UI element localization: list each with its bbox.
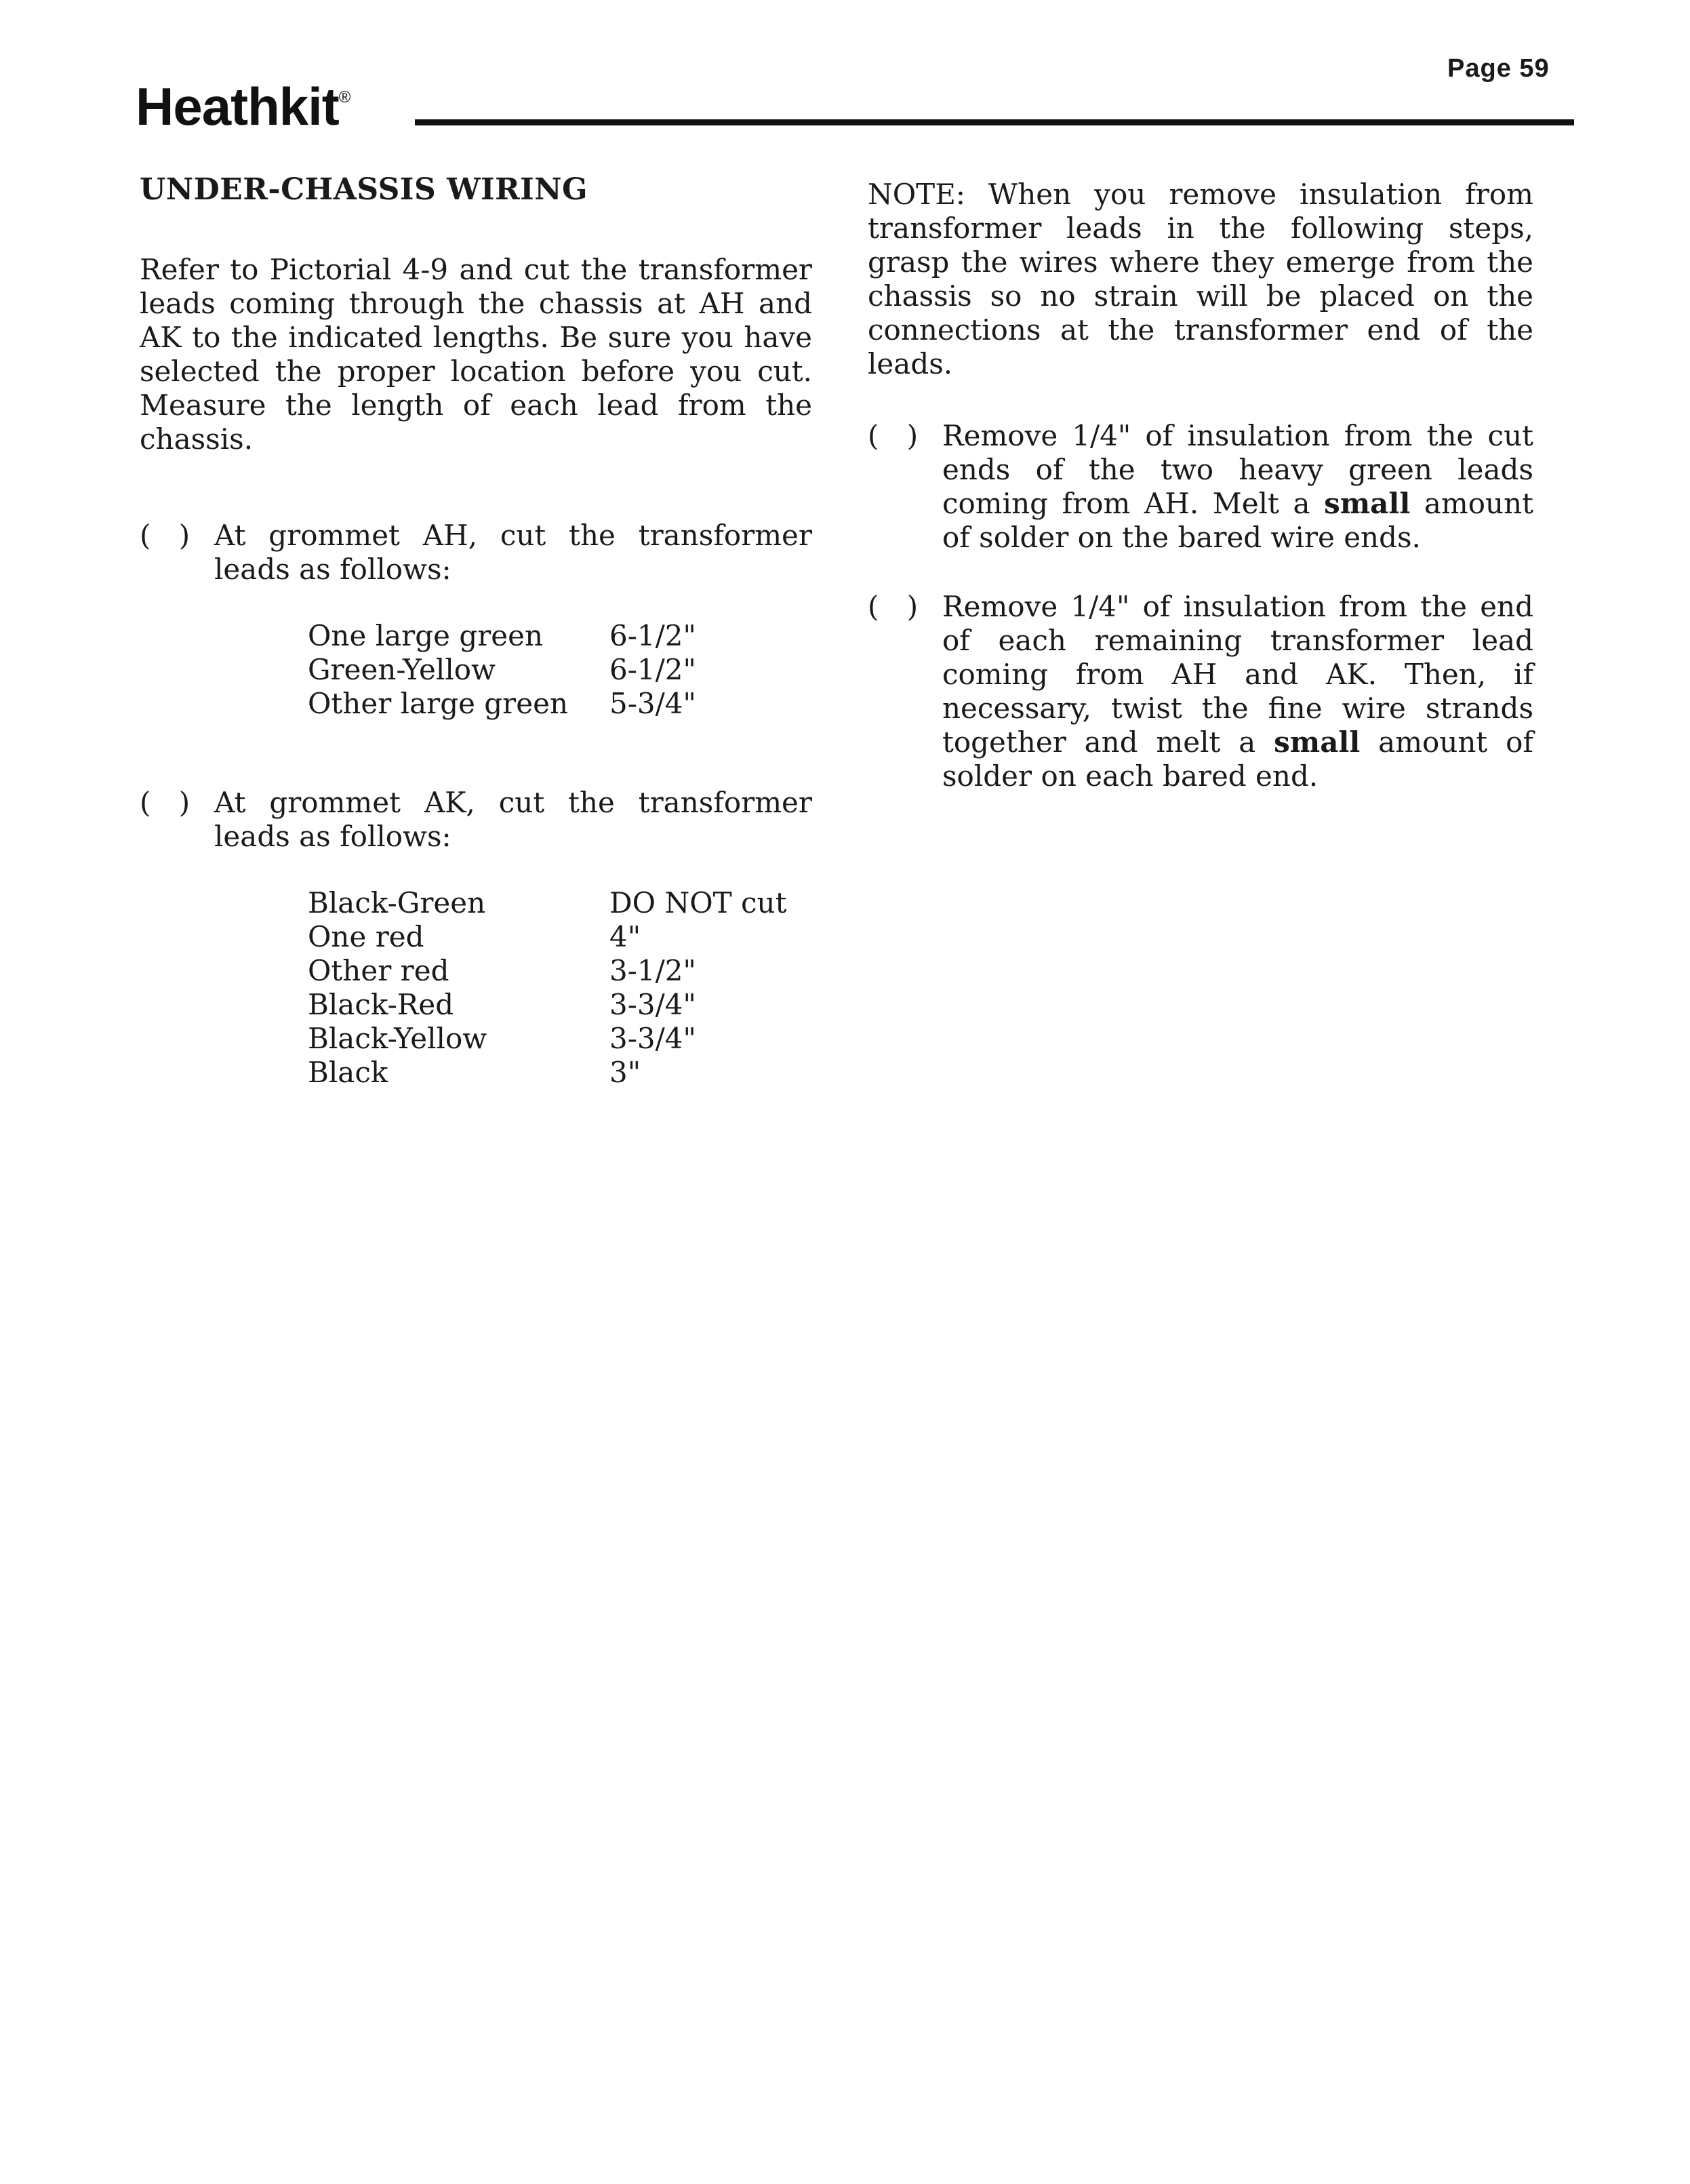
lead-length: 6-1/2" (609, 653, 696, 686)
emphasis-small: small (1274, 726, 1361, 759)
table-row (308, 920, 786, 954)
step-text-before: Remove 1/4" of insulation from the end of each remaining transformer lead coming from AH and AK. Then, if necessary, twist the fine wire strands together and melt a (942, 590, 1533, 759)
registered-mark: ® (338, 88, 350, 106)
step-checkbox[interactable]: ( ) (868, 419, 928, 452)
step-text: At grommet AH, cut the transformer leads as follows: (214, 519, 812, 586)
step-checkbox[interactable]: ( ) (140, 519, 200, 552)
right-column (868, 178, 1533, 793)
step-checkbox[interactable]: ( ) (868, 590, 928, 623)
step-text-after: amount of solder on each bared end. (942, 726, 1533, 793)
header-rule (415, 119, 1574, 125)
table-row (308, 619, 696, 653)
lead-color: Other red (308, 954, 449, 987)
lead-table-ak (308, 886, 786, 1090)
lead-color: Black-Yellow (308, 1022, 487, 1055)
table-row (308, 1056, 786, 1090)
table-row (308, 954, 786, 988)
lead-color: Black-Green (308, 886, 486, 919)
table-row (308, 653, 696, 687)
intro-paragraph: Refer to Pictorial 4-9 and cut the transformer leads coming through the chassis at AH and AK to the indicated lengths. Be sure you have selected the proper location before you cut. Measure the length of each lead from the chassis. (140, 253, 812, 456)
step-text (942, 590, 1533, 793)
table-row (308, 988, 786, 1022)
lead-length: 3-3/4" (609, 1022, 696, 1055)
note-paragraph: NOTE: When you remove insulation from transformer leads in the following steps, grasp the wires where they emerge from the chassis so no strain will be placed on the connections at the transformer end of the leads. (868, 178, 1533, 380)
step-checkbox[interactable]: ( ) (140, 786, 200, 819)
lead-length: 5-3/4" (609, 687, 696, 720)
table-row (308, 886, 786, 920)
lead-color: One large green (308, 619, 544, 652)
lead-length: 6-1/2" (609, 619, 696, 652)
step-text (942, 419, 1533, 554)
lead-table-ah (308, 619, 696, 721)
lead-color: Black (308, 1056, 388, 1089)
step-strip-green-leads (868, 419, 1533, 555)
brand-name: Heathkit (136, 77, 339, 136)
lead-color: Other large green (308, 687, 569, 720)
section-heading: UNDER-CHASSIS WIRING (140, 172, 588, 207)
step-text-before: Remove 1/4" of insulation from the cut ends of the two heavy green leads coming from AH. Melt a (942, 419, 1533, 520)
lead-color: One red (308, 920, 424, 953)
lead-color: Black-Red (308, 988, 454, 1021)
table-row (308, 1022, 786, 1056)
lead-color: Green-Yellow (308, 653, 496, 686)
step-text-after: amount of solder on the bared wire ends. (942, 487, 1533, 554)
left-column (140, 173, 812, 1090)
lead-length: 3-3/4" (609, 988, 696, 1021)
step-grommet-ah (140, 519, 812, 587)
lead-length: 4" (609, 920, 641, 953)
table-row (308, 687, 696, 721)
page-number: Page 59 (1447, 54, 1550, 83)
lead-length: DO NOT cut (609, 886, 787, 919)
lead-length: 3-1/2" (609, 954, 696, 987)
lead-length: 3" (609, 1056, 641, 1089)
step-strip-remaining-leads (868, 590, 1533, 793)
emphasis-small: small (1324, 487, 1411, 520)
step-text: At grommet AK, cut the transformer leads as follows: (214, 786, 812, 853)
step-grommet-ak (140, 786, 812, 854)
brand-logo (136, 76, 350, 138)
